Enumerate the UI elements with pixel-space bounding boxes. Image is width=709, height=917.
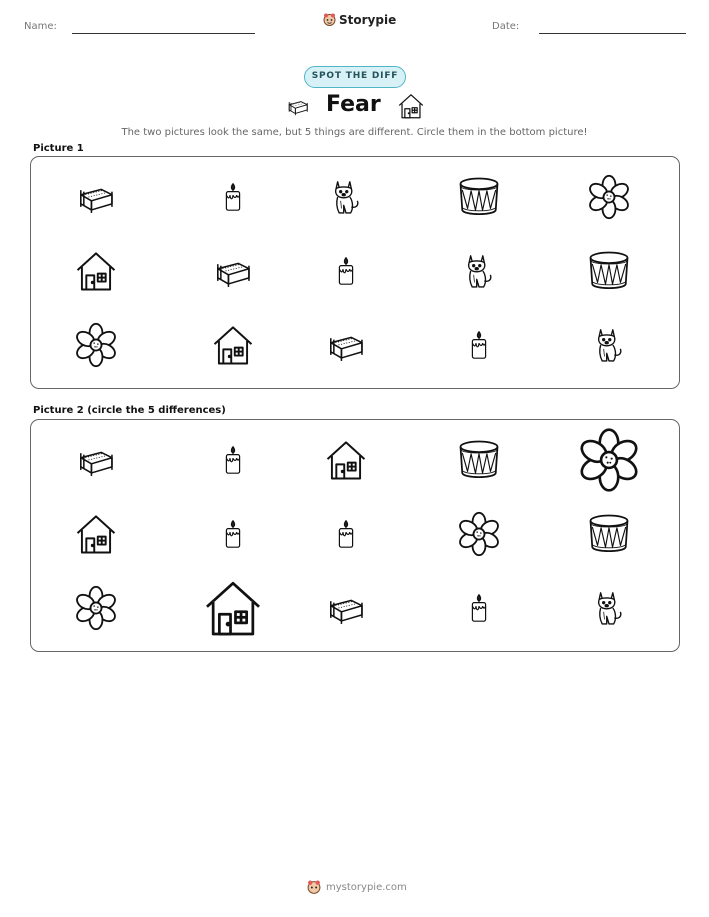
page-title: Fear bbox=[326, 92, 381, 117]
bed-icon bbox=[284, 95, 312, 117]
candle-icon[interactable] bbox=[464, 586, 494, 630]
date-line[interactable] bbox=[539, 33, 686, 34]
candle-icon[interactable] bbox=[218, 438, 248, 482]
dog-icon[interactable] bbox=[590, 584, 628, 632]
instructions: The two pictures look the same, but 5 things are different. Circle them in the bottom picture! bbox=[121, 127, 588, 138]
bed-icon[interactable] bbox=[71, 441, 121, 479]
candle-icon bbox=[331, 249, 361, 293]
house-icon bbox=[211, 323, 255, 367]
candle-icon bbox=[218, 175, 248, 219]
bed-icon bbox=[71, 178, 121, 216]
flower-icon[interactable] bbox=[576, 427, 642, 493]
picture2-label: Picture 2 (circle the 5 differences) bbox=[33, 405, 226, 416]
candle-icon[interactable] bbox=[331, 512, 361, 556]
flower-icon bbox=[73, 322, 119, 368]
bed-icon[interactable] bbox=[321, 589, 371, 627]
flower-icon bbox=[586, 174, 632, 220]
name-line[interactable] bbox=[72, 33, 255, 34]
dog-icon bbox=[327, 173, 365, 221]
spot-the-diff-badge: SPOT THE DIFF bbox=[304, 66, 406, 88]
bed-icon bbox=[321, 326, 371, 364]
flower-icon[interactable] bbox=[456, 511, 502, 557]
storypie-logo-icon bbox=[323, 13, 336, 27]
house-icon bbox=[396, 92, 426, 120]
drum-icon[interactable] bbox=[586, 512, 632, 556]
dog-icon bbox=[590, 321, 628, 369]
drum-icon[interactable] bbox=[456, 438, 502, 482]
dog-icon bbox=[460, 247, 498, 295]
drum-icon bbox=[456, 175, 502, 219]
house-icon bbox=[74, 249, 118, 293]
name-label: Name: bbox=[24, 21, 57, 32]
brand-name: Storypie bbox=[339, 13, 397, 27]
footer bbox=[307, 880, 407, 895]
house-icon[interactable] bbox=[74, 512, 118, 556]
flower-icon[interactable] bbox=[73, 585, 119, 631]
bed-icon bbox=[208, 252, 258, 290]
brand bbox=[323, 13, 396, 27]
picture1-label: Picture 1 bbox=[33, 143, 84, 154]
picture2-panel[interactable] bbox=[30, 419, 680, 652]
drum-icon bbox=[586, 249, 632, 293]
house-icon[interactable] bbox=[202, 576, 264, 640]
footer-url[interactable]: mystorypie.com bbox=[326, 882, 407, 893]
date-label: Date: bbox=[492, 21, 520, 32]
candle-icon bbox=[464, 323, 494, 367]
storypie-logo-icon bbox=[307, 880, 321, 895]
picture1-panel bbox=[30, 156, 680, 389]
house-icon[interactable] bbox=[324, 438, 368, 482]
candle-icon[interactable] bbox=[218, 512, 248, 556]
